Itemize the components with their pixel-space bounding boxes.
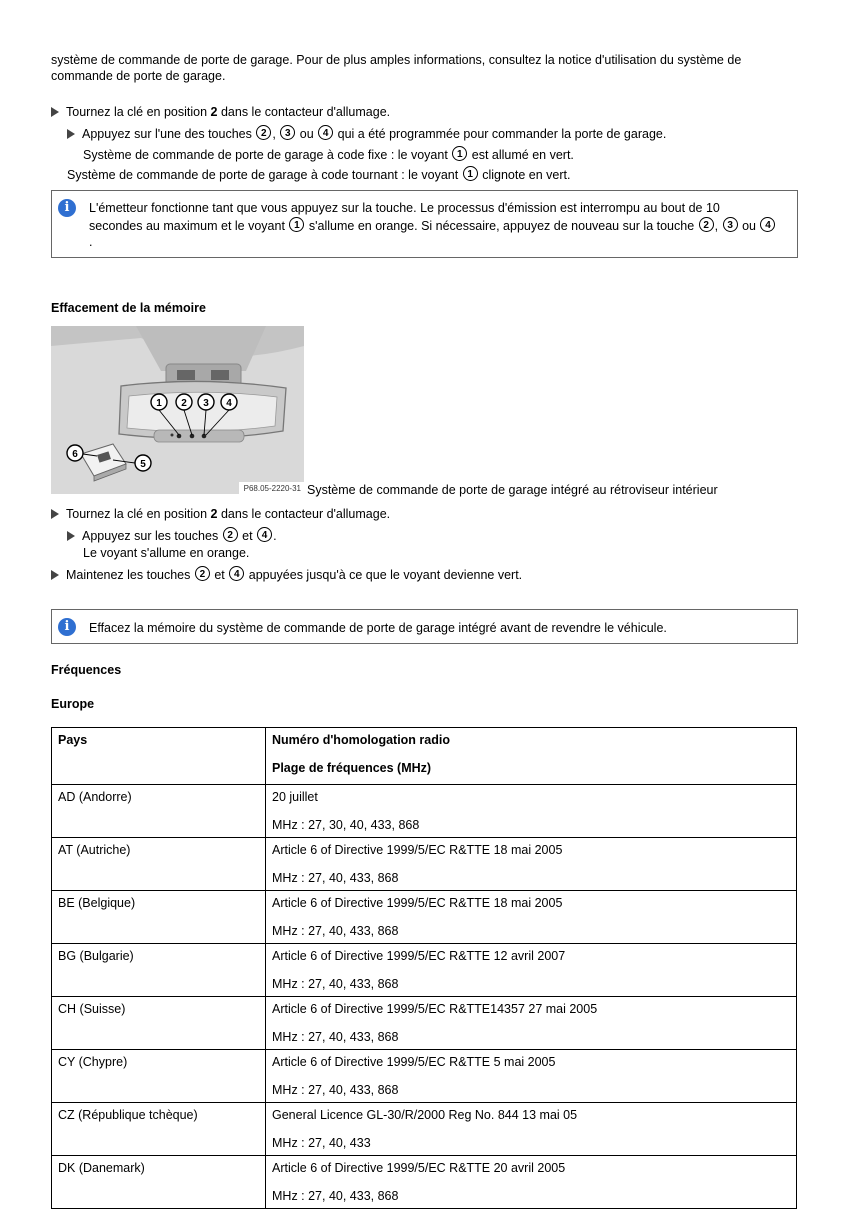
section-title-frequencies: Fréquences (51, 663, 122, 677)
callout-3: 3 (723, 217, 738, 232)
figure-callout-1: 1 (156, 398, 162, 409)
bullet-arrow-icon (67, 531, 75, 541)
approval-text: General Licence GL-30/R/2000 Reg No. 844 13 mai 05 (272, 1108, 578, 1122)
cell-country: BE (Belgique) (52, 891, 266, 944)
step-led-orange: Le voyant s'allume en orange. (83, 546, 250, 560)
table-row (52, 1103, 797, 1156)
info-note-erase-text: Effacez la mémoire du système de commande de porte de garage intégré avant de revendre le véhicule. (89, 621, 667, 635)
approval-text: Article 6 of Directive 1999/5/EC R&TTE14357 27 mai 2005 (272, 1002, 598, 1016)
cell-approval (266, 785, 797, 838)
section-title-memory: Effacement de la mémoire (51, 301, 206, 315)
bullet-arrow-icon (51, 570, 59, 580)
cell-approval (266, 1050, 797, 1103)
cell-country: BG (Bulgarie) (52, 944, 266, 997)
callout-3: 3 (280, 125, 295, 140)
intro-line-1: système de commande de porte de garage. Pour de plus amples informations, consultez la notice d'utilisation du système de (51, 53, 742, 67)
table-row (52, 891, 797, 944)
cell-country: CZ (République tchèque) (52, 1103, 266, 1156)
callout-2: 2 (699, 217, 714, 232)
figure-callout-2: 2 (181, 398, 187, 409)
region-title: Europe (51, 697, 95, 711)
figure-callout-3: 3 (203, 398, 209, 409)
intro-line-2: commande de porte de garage. (51, 69, 226, 83)
callout-4: 4 (257, 527, 272, 542)
figure-callout-4: 4 (226, 398, 232, 409)
mhz-text: MHz : 27, 40, 433 (272, 1136, 371, 1150)
cell-approval (266, 1156, 797, 1209)
callout-1: 1 (289, 217, 304, 232)
step-hold-buttons: Maintenez les touches 2 et 4 appuyées jusqu'à ce que le voyant devienne vert. (51, 566, 522, 583)
bullet-arrow-icon (51, 107, 59, 117)
table-row (52, 1156, 797, 1209)
table-row (52, 944, 797, 997)
figure-caption: Système de commande de porte de garage intégré au rétroviseur intérieur (307, 483, 718, 497)
cell-approval (266, 1103, 797, 1156)
info-icon: i (58, 618, 76, 636)
mhz-text: MHz : 27, 40, 433, 868 (272, 977, 399, 991)
cell-country: CY (Chypre) (52, 1050, 266, 1103)
frequency-table (51, 727, 797, 1209)
info-note-line-1: L'émetteur fonctionne tant que vous appuyez sur la touche. Le processus d'émission est interrompu au bout de 10 (89, 201, 720, 215)
info-note-emitter (51, 190, 798, 258)
bullet-arrow-icon (51, 509, 59, 519)
cell-country: AT (Autriche) (52, 838, 266, 891)
approval-text: Article 6 of Directive 1999/5/EC R&TTE 5 mai 2005 (272, 1055, 556, 1069)
approval-text: Article 6 of Directive 1999/5/EC R&TTE 18 mai 2005 (272, 843, 563, 857)
callout-2: 2 (256, 125, 271, 140)
info-note-erase (51, 609, 798, 644)
cell-country: CH (Suisse) (52, 997, 266, 1050)
step-press-buttons: Appuyez sur les touches 2 et 4 . (67, 527, 277, 544)
approval-text: Article 6 of Directive 1999/5/EC R&TTE 18 mai 2005 (272, 896, 563, 910)
mhz-text: MHz : 27, 40, 433, 868 (272, 1030, 399, 1044)
mhz-text: MHz : 27, 40, 433, 868 (272, 1083, 399, 1097)
approval-text: Article 6 of Directive 1999/5/EC R&TTE 12 avril 2007 (272, 949, 566, 963)
header-country: Pays (52, 728, 266, 785)
callout-2: 2 (195, 566, 210, 581)
figure-reference: P68.05-2220-31 (243, 484, 301, 493)
table-header-row (52, 728, 797, 785)
table-row (52, 997, 797, 1050)
mhz-text: MHz : 27, 40, 433, 868 (272, 871, 399, 885)
figure-callout-6: 6 (72, 449, 78, 460)
cell-approval (266, 838, 797, 891)
step-turn-key: Tournez la clé en position 2 dans le contacteur d'allumage. (51, 104, 390, 120)
table-row (52, 785, 797, 838)
figure-callout-5: 5 (140, 459, 146, 470)
callout-4: 4 (318, 125, 333, 140)
cell-approval (266, 944, 797, 997)
callout-1: 1 (452, 146, 467, 161)
step-fixed-code: Système de commande de porte de garage à code fixe : le voyant 1 est allumé en vert. (83, 148, 574, 162)
mhz-text: MHz : 27, 40, 433, 868 (272, 924, 399, 938)
mhz-text: MHz : 27, 40, 433, 868 (272, 1189, 399, 1203)
info-note-line-3: . (89, 235, 93, 249)
callout-4: 4 (229, 566, 244, 581)
mhz-text: MHz : 27, 30, 40, 433, 868 (272, 818, 420, 832)
mirror-figure (51, 326, 304, 494)
step-press-button: Appuyez sur l'une des touches 2 , 3 ou 4 qui a été programmée pour commander la porte de garage. (67, 125, 666, 142)
callout-4: 4 (760, 217, 775, 232)
cell-approval (266, 997, 797, 1050)
step-rolling-code: Système de commande de porte de garage à code tournant : le voyant 1 clignote en vert. (67, 168, 571, 182)
info-note-line-2: secondes au maximum et le voyant 1 s'allume en orange. Si nécessaire, appuyez de nouveau sur la touche 2 , 3 ou 4 (89, 217, 776, 234)
table-row (52, 1050, 797, 1103)
mirror-illustration (51, 326, 304, 494)
cell-country: DK (Danemark) (52, 1156, 266, 1209)
table-row (52, 838, 797, 891)
callout-1: 1 (463, 166, 478, 181)
callout-2: 2 (223, 527, 238, 542)
bullet-arrow-icon (67, 129, 75, 139)
approval-text: 20 juillet (272, 790, 318, 804)
cell-approval (266, 891, 797, 944)
cell-country: AD (Andorre) (52, 785, 266, 838)
step-turn-key-2: Tournez la clé en position 2 dans le contacteur d'allumage. (51, 506, 390, 522)
header-approval: Numéro d'homologation radio Plage de fréquences (MHz) (266, 728, 797, 785)
approval-text: Article 6 of Directive 1999/5/EC R&TTE 20 avril 2005 (272, 1161, 566, 1175)
info-icon: i (58, 199, 76, 217)
